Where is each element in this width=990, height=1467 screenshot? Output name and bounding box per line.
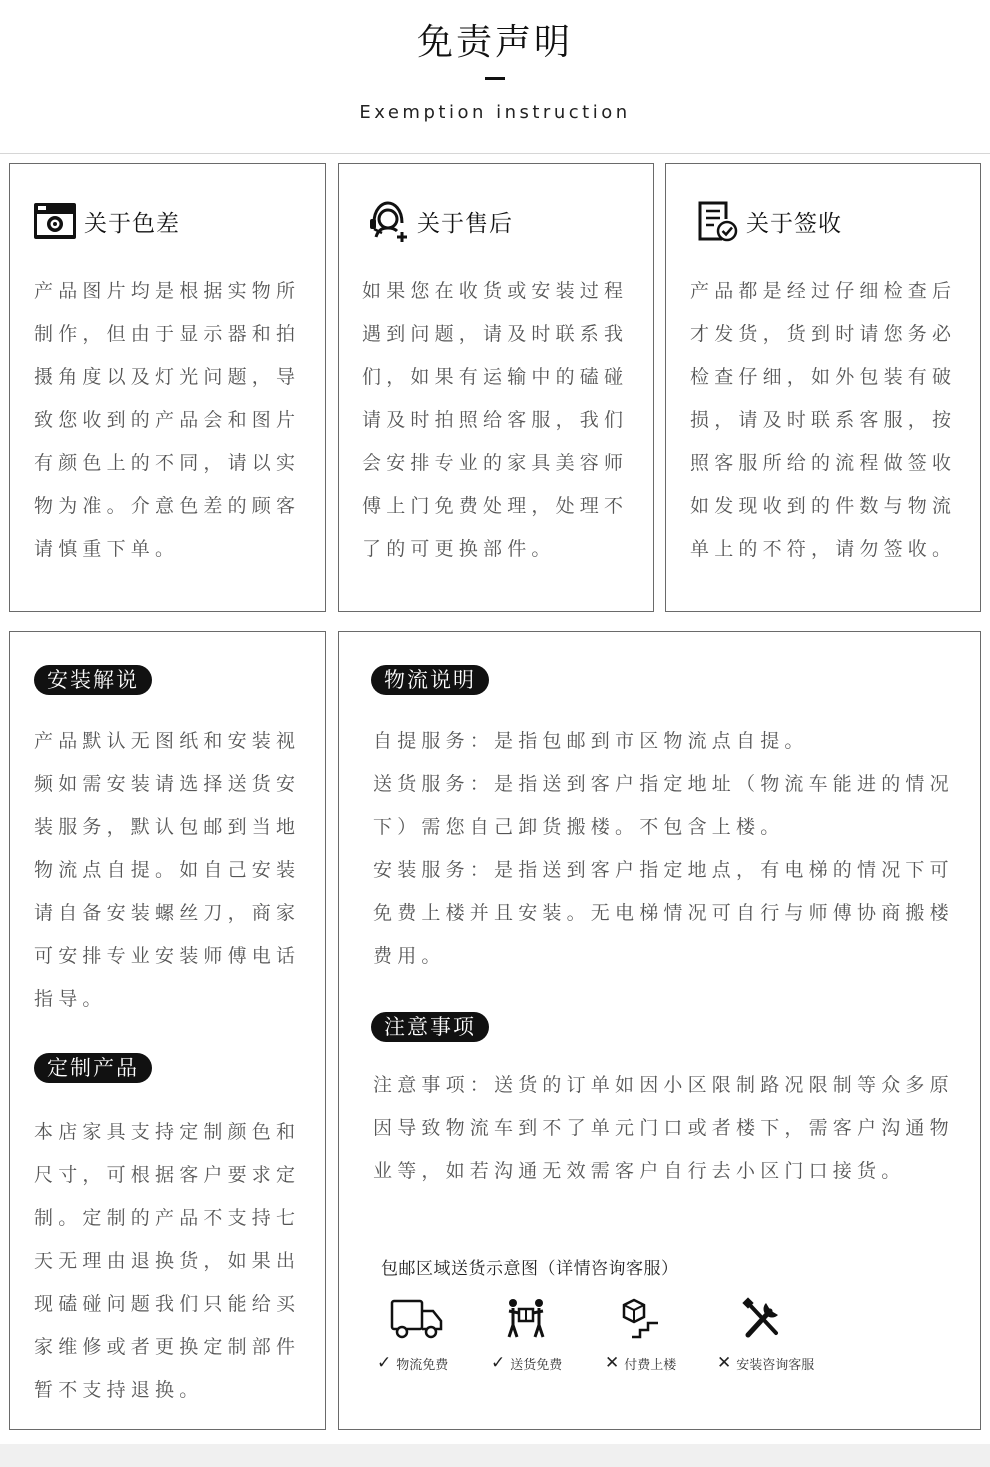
after-sales-title: 关于售后 [417, 210, 513, 237]
color-difference-title: 关于色差 [84, 210, 180, 237]
logistics-line: 安装服务：是指送到客户指定地点，有电梯的情况下可免费上楼并且安装。无电梯情况可自行与师傅协商搬楼费用。 [373, 859, 954, 967]
receipt-title: 关于签收 [746, 210, 842, 237]
color-difference-text: 产品图片均是根据实物所制作，但由于显示器和拍摄角度以及灯光问题，导致您收到的产品会和图片有颜色上的不同，请以实物为准。介意色差的顾客请慎重下单。 [34, 280, 301, 560]
shipping-item-upstairs [605, 1297, 705, 1373]
notice-badge: 注意事项 [371, 1012, 489, 1042]
camera-icon [32, 199, 78, 243]
receipt-text: 产品都是经过仔细检查后才发货，货到时请您务必检查仔细，如外包装有破损，请及时联系客服，按照客服所给的流程做签收如发现收到的件数与物流单上的不符，请勿签收。 [690, 280, 957, 560]
page-subtitle: Exemption instruction [359, 102, 631, 123]
title-divider [485, 77, 505, 80]
custom-text: 本店家具支持定制颜色和尺寸，可根据客户要求定制。定制的产品不支持七天无理由退换货，如果出现磕碰问题我们只能给买家维修或者更换定制部件暂不支持退换。 [34, 1121, 301, 1401]
header-divider [0, 153, 990, 154]
shipping-item-text: 物流免费 [396, 1357, 449, 1373]
page-title: 免责声明 [416, 22, 573, 63]
after-sales-panel [338, 163, 654, 612]
color-difference-header [32, 199, 180, 243]
signed-document-icon [694, 199, 740, 243]
custom-badge: 定制产品 [34, 1053, 152, 1083]
logistics-line: 送货服务：是指送到客户指定地址（物流车能进的情况下）需您自己卸货搬楼。不包含上楼。 [373, 773, 954, 838]
logistics-text [373, 720, 960, 978]
notice-paragraph: 注意事项：送货的订单如因小区限制路况限制等众多原因导致物流车到不了单元门口或者楼下，需客户沟通物业等，如若沟通无效需客户自行去小区门口接货。 [373, 1074, 954, 1182]
logistics-badge: 物流说明 [371, 665, 489, 695]
notice-text [373, 1064, 960, 1193]
cross-icon: ✕ [605, 1353, 620, 1373]
receipt-header [694, 199, 842, 243]
delivery-truck-icon [367, 1297, 467, 1343]
shipping-item-text: 安装咨询客服 [736, 1357, 815, 1373]
shipping-item-text: 付费上楼 [624, 1357, 677, 1373]
install-badge: 安装解说 [34, 665, 152, 695]
shipping-item-label [491, 1353, 562, 1373]
after-sales-text: 如果您在收货或安装过程遇到问题，请及时联系我们，如果有运输中的磕碰请及时拍照给客服，我们会安排专业的家具美容师傅上门免费处理，处理不了的可更换部件。 [362, 280, 629, 560]
after-sales-header [365, 199, 513, 243]
logistics-line: 自提服务：是指包邮到市区物流点自提。 [373, 730, 809, 752]
color-difference-panel [9, 163, 326, 612]
check-icon: ✓ [377, 1353, 392, 1373]
footer-strip [0, 1444, 990, 1467]
shipping-item-delivery [491, 1297, 591, 1373]
shipping-item-label [605, 1353, 676, 1373]
install-custom-panel [9, 631, 326, 1430]
logistics-panel [338, 631, 981, 1430]
shipping-item-install [717, 1297, 817, 1373]
delivery-person-icon [476, 1297, 576, 1343]
customer-service-icon [365, 199, 411, 243]
page-header [0, 0, 990, 153]
check-icon: ✓ [491, 1353, 506, 1373]
shipping-diagram-title: 包邮区域送货示意图（详情咨询客服） [381, 1259, 679, 1279]
shipping-item-logistics [377, 1297, 477, 1373]
tools-icon [712, 1297, 812, 1343]
shipping-item-label [717, 1353, 814, 1373]
shipping-item-label [377, 1353, 448, 1373]
receipt-panel [665, 163, 981, 612]
cross-icon: ✕ [717, 1353, 732, 1373]
shipping-item-text: 送货免费 [510, 1357, 563, 1373]
carry-upstairs-icon [590, 1297, 690, 1343]
install-text: 产品默认无图纸和安装视频如需安装请选择送货安装服务，默认包邮到当地物流点自提。如自己安装请自备安装螺丝刀，商家可安排专业安装师傅电话指导。 [34, 730, 301, 1010]
